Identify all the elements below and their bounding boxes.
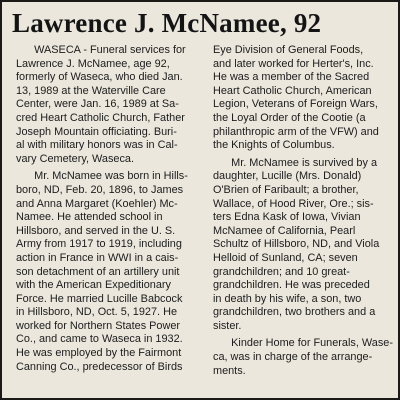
text-line: Namee. He attended school in <box>16 211 163 224</box>
text-line: ca, was in charge of the arrange- <box>213 351 373 364</box>
text-line: philanthropic arm of the VFW) and <box>213 125 379 138</box>
text-line: ters Edna Kask of Iowa, Vivian <box>213 211 361 224</box>
text-line: Helloid of Sunland, CA; seven <box>213 251 358 264</box>
text-line: Hillsboro, and served in the U. S. <box>16 224 176 237</box>
obituary-headline: Lawrence J. McNamee, 92 <box>12 8 322 38</box>
left-column <box>16 44 206 374</box>
text-line: Canning Co., predecessor of Birds <box>16 360 183 373</box>
text-line: Heart Catholic Church, American <box>213 84 372 97</box>
text-line: Center, were Jan. 16, 1989 at Sa- <box>16 98 179 111</box>
text-line: Schultz of Hillsboro, ND, and Viola <box>213 238 380 251</box>
right-column <box>213 44 393 378</box>
text-line: WASECA - Funeral services for <box>16 44 186 56</box>
text-line: McNamee of California, Pearl <box>213 224 356 237</box>
text-line: daughter, Lucille (Mrs. Donald) <box>213 170 362 183</box>
text-line: with the American Expeditionary <box>16 279 171 292</box>
text-line: grandchildren. He was preceded <box>213 279 370 292</box>
text-line: He was a member of the Sacred <box>213 71 370 84</box>
obituary-clipping <box>2 2 398 398</box>
text-line: grandchildren; and 10 great- <box>213 265 350 278</box>
text-line: formerly of Waseca, who died Jan. <box>16 71 183 84</box>
text-line: Lawrence J. McNamee, age 92, <box>16 57 170 70</box>
text-line: in Hillsboro, ND, Oct. 5, 1927. He <box>16 306 178 319</box>
text-line: action in France in WWI in a cais- <box>16 251 179 264</box>
text-line: 13, 1989 at the Waterville Care <box>16 84 166 97</box>
text-line: son detachment of an artillery unit <box>16 265 180 278</box>
text-line: Joseph Mountain officiating. Buri- <box>16 125 177 138</box>
text-line: Eye Division of General Foods, <box>213 44 364 56</box>
text-line: boro, ND, Feb. 20, 1896, to James <box>16 183 184 196</box>
text-line: He was employed by the Fairmont <box>16 347 182 360</box>
text-line: ments. <box>213 364 246 377</box>
text-line: the Knights of Columbus. <box>213 139 335 152</box>
text-line: worked for Northern States Power <box>16 319 181 332</box>
text-line: in death by his wife, a son, two <box>213 292 362 305</box>
text-line: cred Heart Catholic Church, Father <box>16 111 185 124</box>
text-line: Army from 1917 to 1919, including <box>16 238 182 251</box>
text-line: and Anna Margaret (Koehler) Mc- <box>16 197 178 210</box>
text-line: Wallace, of Hood River, Ore.; sis- <box>213 197 374 210</box>
text-line: Mr. McNamee is survived by a <box>213 156 378 169</box>
text-line: Legion, Veterans of Foreign Wars, <box>213 98 378 111</box>
text-line: vary Cemetery, Waseca. <box>16 152 135 165</box>
text-line: al with military honors was in Cal- <box>16 139 178 152</box>
text-line: O'Brien of Faribault; a brother, <box>213 183 359 196</box>
text-line: and later worked for Herter's, Inc. <box>213 57 374 70</box>
text-line: Force. He married Lucille Babcock <box>16 292 183 305</box>
text-line: Co., and came to Waseca in 1932. <box>16 333 183 346</box>
text-line: the Loyal Order of the Cootie (a <box>213 111 366 124</box>
text-line: Mr. McNamee was born in Hills- <box>16 170 188 183</box>
text-line: grandchildren, two brothers and a <box>213 306 376 319</box>
text-line: sister. <box>213 319 242 332</box>
text-line: Kinder Home for Funerals, Wase- <box>213 337 393 350</box>
